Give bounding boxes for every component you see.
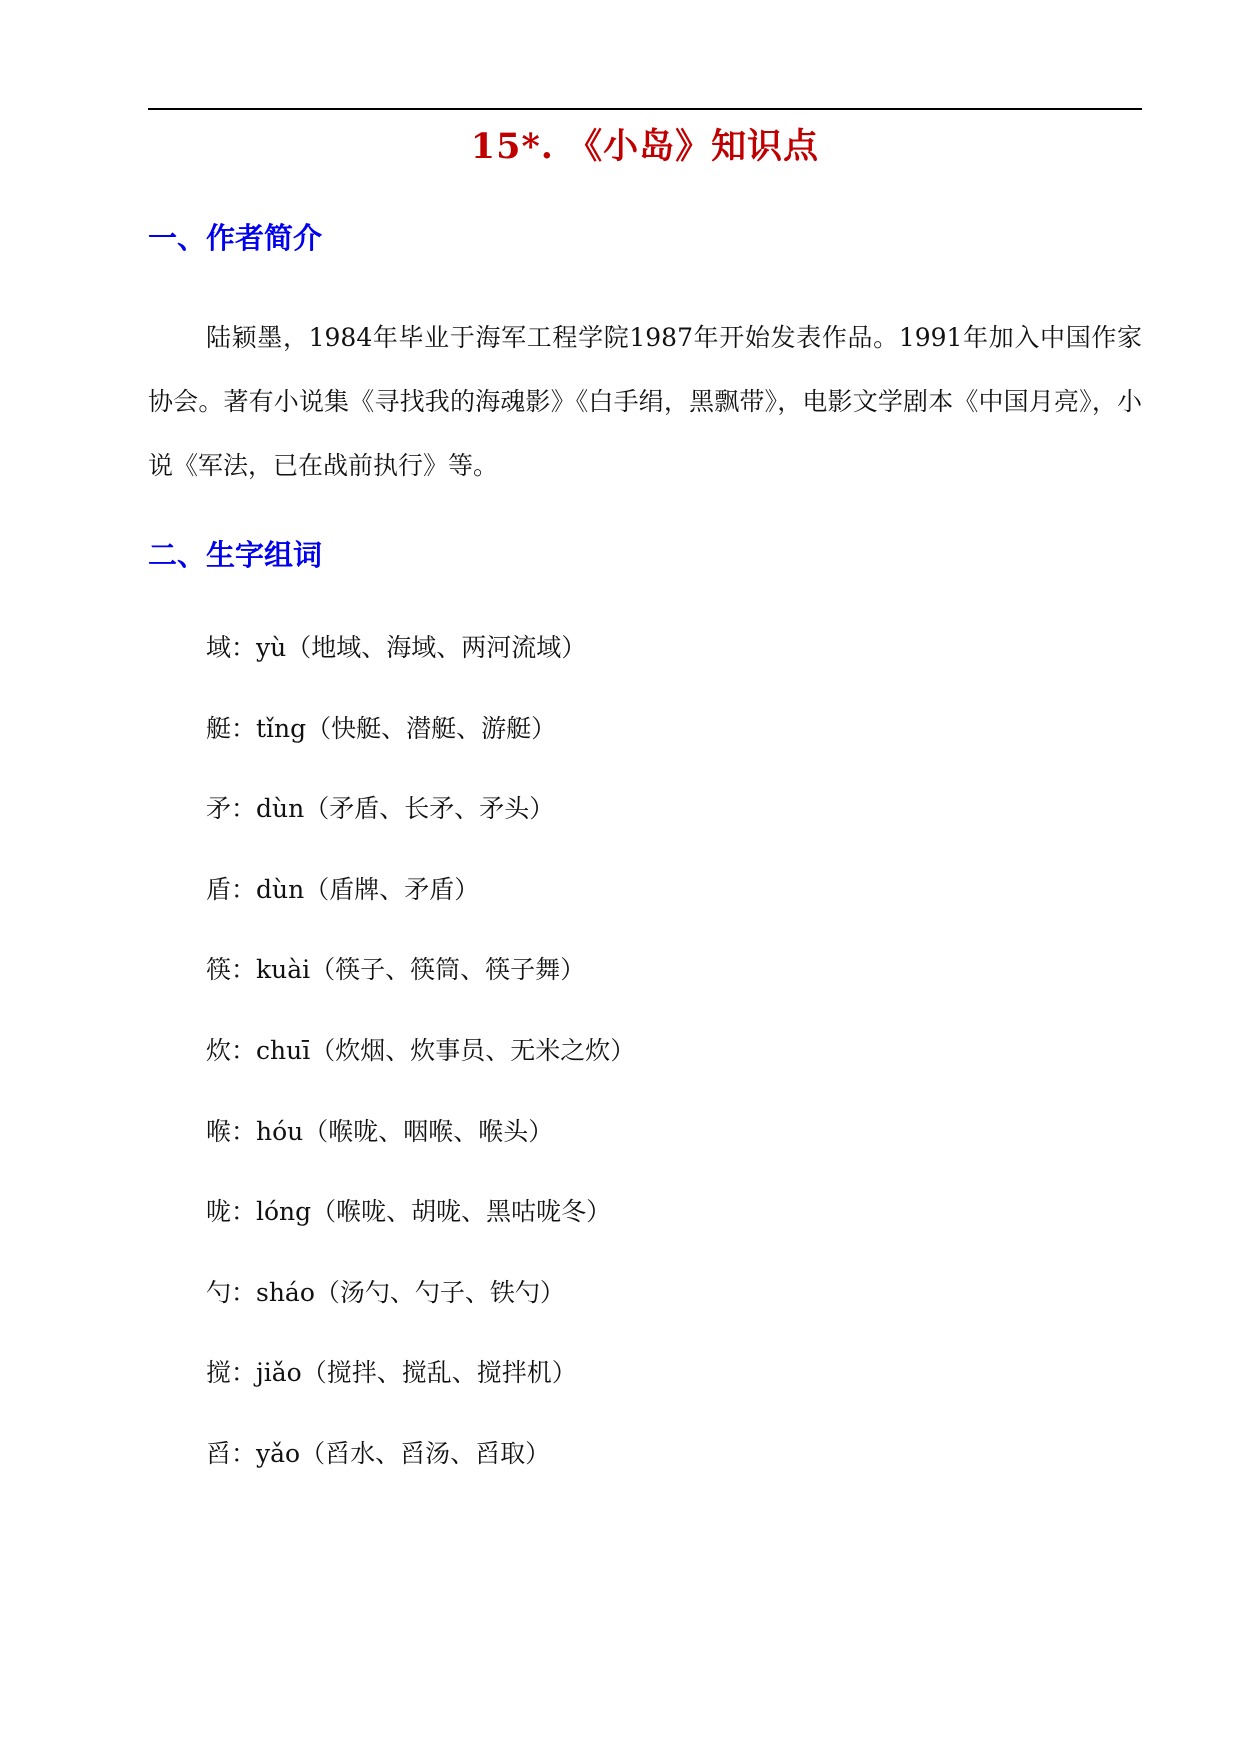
list-item: 矛：dùn（矛盾、长矛、矛头） xyxy=(206,794,555,824)
author-intro-paragraph: 陆颖墨，1984年毕业于海军工程学院1987年开始发表作品。1991年加入中国作家协会。著有小说集《寻找我的海魂影》《白手绢，黑飘带》，电影文学剧本《中国月亮》，小说《军法，已在战前执行》等。 xyxy=(148,323,1142,480)
list-item: 域：yù（地域、海域、两河流域） xyxy=(206,633,587,662)
list-item: 舀：yǎo（舀水、舀汤、舀取） xyxy=(206,1438,551,1468)
list-item: 筷：kuài（筷子、筷筒、筷子舞） xyxy=(206,955,586,985)
list-item: 咙：lóng（喉咙、胡咙、黑咕咙冬） xyxy=(206,1197,612,1227)
section-heading-vocabulary: 二、生字组词 xyxy=(148,538,323,572)
page-title: 15*. 《小岛》知识点 xyxy=(470,126,820,167)
list-item: 炊：chuī（炊烟、炊事员、无米之炊） xyxy=(206,1035,636,1065)
list-item: 勺：sháo（汤勺、勺子、铁勺） xyxy=(206,1277,565,1307)
list-item: 盾：dùn（盾牌、矛盾） xyxy=(206,874,480,904)
section-heading-author: 一、作者简介 xyxy=(148,221,323,255)
list-item: 搅：jiǎo（搅拌、搅乱、搅拌机） xyxy=(206,1358,577,1388)
list-item: 喉：hóu（喉咙、咽喉、喉头） xyxy=(206,1116,554,1146)
header-rule xyxy=(148,108,1142,110)
vocabulary-list xyxy=(206,624,1106,1511)
list-item: 艇：tǐng（快艇、潜艇、游艇） xyxy=(206,713,557,743)
